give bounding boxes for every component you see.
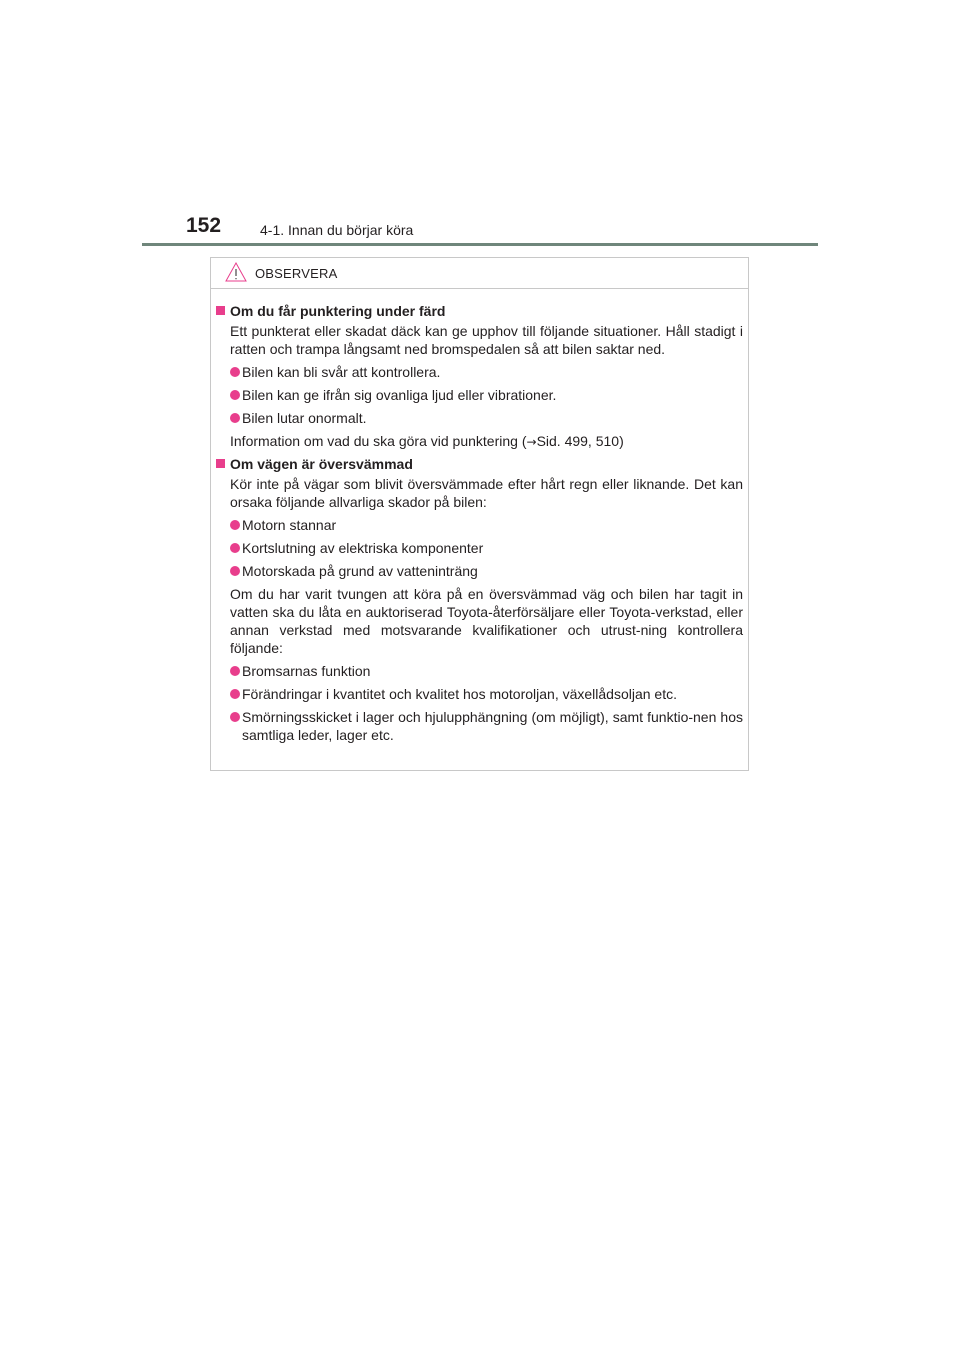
list-item-text: Motorn stannar (242, 517, 337, 533)
reference-pages[interactable]: Sid. 499, 510) (536, 433, 624, 449)
list-item (216, 516, 743, 534)
list-item (216, 539, 743, 557)
notice-content (216, 302, 743, 744)
list-item (216, 386, 743, 404)
section-title: 4-1. Innan du börjar köra (260, 222, 414, 238)
paragraph: Kör inte på vägar som blivit översvämmade efter hårt regn eller liknande. Det kan orsaka följande allvarliga skador på bilen: (230, 476, 743, 510)
circle-bullet-icon (230, 566, 240, 576)
cross-reference (216, 432, 743, 451)
list-item (216, 685, 743, 703)
circle-bullet-icon (230, 689, 240, 699)
paragraph: Om du har varit tvungen att köra på en översvämmad väg och bilen har tagit in vatten ska du låta en auktoriserad Toyota-återförsäljare eller Toyota-verkstad, eller annan verkstad med motsvarande kvalifikationer och utrust-ning kontrollera följande: (230, 586, 743, 656)
list-item-text: Bilen kan bli svår att kontrollera. (242, 364, 441, 380)
circle-bullet-icon (230, 712, 240, 722)
circle-bullet-icon (230, 413, 240, 423)
list-item (216, 409, 743, 427)
list-item-text: Bilen kan ge ifrån sig ovanliga ljud eller vibrationer. (242, 387, 557, 403)
list-item (216, 708, 743, 744)
list-item (216, 662, 743, 680)
heading-text: Om vägen är översvämmad (230, 456, 413, 472)
warning-triangle-icon (225, 262, 247, 282)
paragraph: Ett punkterat eller skadat däck kan ge upphov till följande situationer. Håll stadigt i ratten och trampa långsamt ned bromspedalen så att bilen saktar ned. (230, 323, 743, 357)
section-heading (216, 302, 743, 320)
page-number: 152 (186, 214, 222, 237)
list-item-text: Bilen lutar onormalt. (242, 410, 367, 426)
list-item-text: Smörningsskicket i lager och hjulupphängning (om möjligt), samt funktio-nen hos samtliga leder, lager etc. (242, 709, 743, 743)
header-divider (142, 243, 818, 246)
circle-bullet-icon (230, 390, 240, 400)
notice-title: OBSERVERA (255, 266, 338, 281)
reference-prefix: Information om vad du ska göra vid punktering ( (230, 433, 527, 449)
list-item (216, 562, 743, 580)
section-heading (216, 455, 743, 473)
list-item-text: Bromsarnas funktion (242, 663, 371, 679)
circle-bullet-icon (230, 367, 240, 377)
square-bullet-icon (216, 459, 225, 468)
list-item-text: Kortslutning av elektriska komponenter (242, 540, 484, 556)
heading-text: Om du får punktering under färd (230, 303, 446, 319)
notice-header (211, 258, 748, 289)
circle-bullet-icon (230, 543, 240, 553)
circle-bullet-icon (230, 520, 240, 530)
list-item (216, 363, 743, 381)
square-bullet-icon (216, 306, 225, 315)
arrow-right-icon: → (526, 435, 537, 449)
notice-box (210, 257, 749, 771)
circle-bullet-icon (230, 666, 240, 676)
list-item-text: Motorskada på grund av vatteninträng (242, 563, 478, 579)
list-item-text: Förändringar i kvantitet och kvalitet hos motoroljan, växellådsoljan etc. (242, 686, 677, 702)
